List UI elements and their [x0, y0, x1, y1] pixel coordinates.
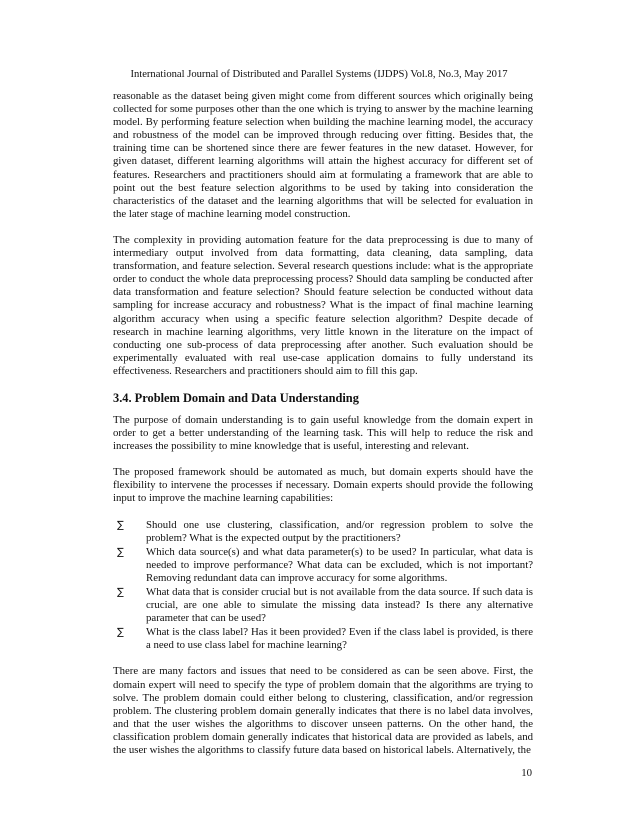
list-item-text: What is the class label? Has it been provided? Even if the class label is provided, is there a need to use class label for machine learning? [146, 626, 533, 652]
sigma-bullet-icon: ∑ [117, 546, 124, 558]
list-item [113, 586, 533, 625]
list-item-text: Which data source(s) and what data parameter(s) to be used? In particular, what data is needed to improve performance? What data can be excluded, which is not important? Removing redundant data can improve accuracy for some algorithms. [146, 545, 533, 584]
capabilities-bullet-list [113, 519, 533, 653]
sigma-bullet-icon: ∑ [117, 587, 124, 598]
paragraph-domain-understanding: The purpose of domain understanding is to gain useful knowledge from the domain expert in order to get a better understanding of the learning task. This will help to reduce the risk and increases the possibility to mine knowledge that is useful, interesting and relevant. [113, 413, 533, 453]
section-heading: 3.4. Problem Domain and Data Understanding [113, 390, 359, 405]
list-item [113, 626, 533, 652]
paragraph-framework-input: The proposed framework should be automated as much, but domain experts should have the flexibility to intervene the processes if necessary. Domain experts should provide the following input to improve the machine learning capabilities: [113, 466, 533, 505]
sigma-bullet-icon: ∑ [117, 519, 124, 531]
list-item [113, 519, 533, 545]
paragraph-problem-domain-factors: There are many factors and issues that need to be considered as can be seen above. First, the domain expert will need to specify the type of problem domain that the algorithms are trying to solve. The problem domain could either belong to clustering, classification, and/or regression problem. The clustering problem domain generally indicates that there is no label data involves, and that the user wishes the algorithms to discover unseen patterns. On the other hand, the classification problem domain generally indicates that historical data are provided as labels, and the user wishes the algorithms to classify future data based on historical labels. Alternatively, the [113, 665, 533, 757]
page-number: 10 [521, 767, 532, 779]
list-item-text: What data that is consider crucial but is not available from the data source. If such data is crucial, are one able to simulate the missing data instead? Is there any alternative parameter that can be used? [146, 586, 533, 625]
paragraph-feature-selection: reasonable as the dataset being given might come from different sources which originally being collected for some purposes other than the one which is trying to answer by the machine learning model. By performing feature selection when building the machine learning model, the accuracy and robustness of the model can be improved through reducing over fitting. Besides that, the training time can be shortened since there are fewer features in the new dataset. However, for given dataset, different learning algorithms will attain the highest accuracy for different set of features. Researchers and practitioners should aim at formulating a framework that are able to point out the best feature selection algorithms to be used by taking into consideration the characteristics of the dataset and the learning algorithms that will be selected for evaluation in the later stage of machine learning model construction. [113, 90, 533, 220]
list-item [113, 546, 533, 585]
sigma-bullet-icon: ∑ [117, 627, 124, 639]
running-header: International Journal of Distributed and Parallel Systems (IJDPS) Vol.8, No.3, May 2017 [130, 69, 508, 80]
list-item-text: Should one use clustering, classification, and/or regression problem to solve the problem? What is the expected output by the practitioners? [146, 518, 533, 544]
page-body [113, 90, 533, 770]
paragraph-preprocessing-complexity: The complexity in providing automation feature for the data preprocessing is due to many of intermediary output involved from data formatting, data cleaning, data sampling, data transformation, and feature selection. Several research questions include: what is the appropriate order to conduct the whole data preprocessing process? Should data sampling be conducted after data transformation and feature selection? Should feature selection be conducted without data sampling for increase accuracy and robustness? What is the impact of final machine learning algorithm accuracy when using a specific feature selection algorithm? Despite decade of research in machine learning algorithms, very little known in the literature on the impact of conducting one sub-process of data preprocessing after another. Such evaluation should be experimentally evaluated with real use-case application domains to fully understand its effectiveness. Researchers and practitioners should aim to fill this gap. [113, 233, 533, 377]
